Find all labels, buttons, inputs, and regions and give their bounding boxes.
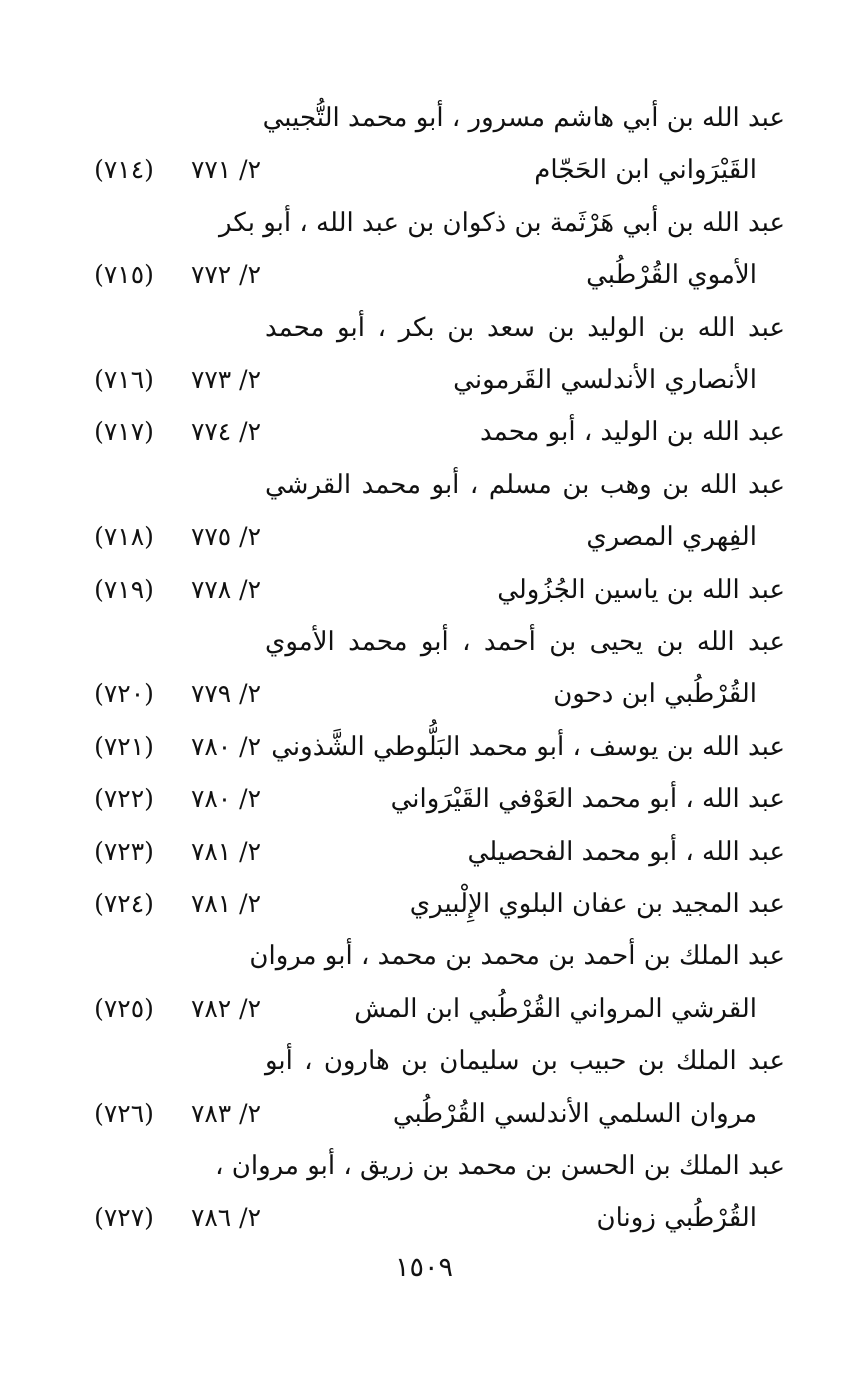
entry-name-continuation: الأنصاري الأندلسي القَرموني: [453, 365, 757, 395]
entry-name-continuation: القَيْرَواني ابن الحَجّام: [534, 155, 757, 186]
entry-volume-page: ٢/ ٧٧٩: [190, 679, 262, 709]
entry-volume-page: ٢/ ٧٨٢: [190, 993, 262, 1023]
entry-name: عبد الملك بن الحسن بن محمد بن زريق ، أبو مروان ،: [215, 1151, 785, 1181]
index-entry-line: [0, 302, 849, 354]
entry-name-continuation: القرشي المرواني القُرْطُبي ابن المش: [354, 993, 757, 1024]
index-entry-line: [0, 1140, 849, 1192]
index-entry-line: [0, 616, 849, 668]
entry-number: (٧٢٠): [94, 679, 154, 709]
index-entry-line: [0, 197, 849, 249]
entry-name: عبد الله بن ياسين الجُزُولي: [497, 574, 785, 605]
index-entry-line: [0, 1192, 849, 1244]
entry-volume-page: ٢/ ٧٧٤: [190, 417, 262, 447]
entry-volume-page: ٢/ ٧٧٢: [190, 260, 262, 290]
entry-name: عبد المجيد بن عفان البلوي الإِلْبيري: [409, 889, 785, 919]
index-entry-line: [0, 92, 849, 144]
entry-number: (٧٢٤): [94, 889, 154, 918]
entry-number: (٧١٤): [94, 155, 154, 185]
entry-number: (٧٢٥): [94, 993, 154, 1023]
entry-volume-page: ٢/ ٧٨٠: [190, 731, 262, 761]
entry-name-continuation: مروان السلمي الأندلسي القُرْطُبي: [392, 1098, 757, 1129]
index-entry-line: [0, 459, 849, 511]
entry-name: عبد الله بن يحيى بن أحمد ، أبو محمد الأموي: [265, 627, 785, 657]
entry-name: عبد الله بن الوليد ، أبو محمد: [480, 417, 785, 448]
entry-name: عبد الملك بن حبيب بن سليمان بن هارون ، أبو: [265, 1046, 785, 1077]
entry-volume-page: ٢/ ٧٨١: [190, 836, 262, 866]
entry-name: عبد الله بن وهب بن مسلم ، أبو محمد القرشي: [265, 469, 785, 500]
entry-name-continuation: الفِهري المصري: [586, 522, 757, 553]
index-entry-line: [0, 721, 849, 773]
index-entry-line: [0, 773, 849, 825]
index-entry-line: [0, 406, 849, 458]
entry-volume-page: ٢/ ٧٧٥: [190, 522, 262, 552]
index-entry-line: [0, 511, 849, 563]
entry-name: عبد الله ، أبو محمد الفحصيلي: [467, 836, 785, 867]
entry-name: عبد الله بن يوسف ، أبو محمد البَلُّوطي الشَّذوني: [271, 731, 785, 762]
index-entry-line: [0, 354, 849, 406]
entry-number: (٧٢٦): [94, 1098, 154, 1128]
entry-name-continuation: الأموي القُرْطُبي: [586, 260, 757, 291]
entry-name: عبد الملك بن أحمد بن محمد بن محمد ، أبو مروان: [249, 941, 785, 972]
entry-number: (٧١٩): [94, 574, 154, 604]
entry-number: (٧١٥): [94, 260, 154, 290]
index-entry-line: [0, 930, 849, 982]
entry-volume-page: ٢/ ٧٨٦: [190, 1203, 262, 1233]
entry-number: (٧٢٧): [94, 1203, 154, 1233]
index-entry-line: [0, 1088, 849, 1140]
index-entry-line: [0, 564, 849, 616]
entry-number: (٧١٧): [94, 417, 154, 447]
index-entry-line: [0, 1035, 849, 1087]
entry-name: عبد الله بن أبي هاشم مسرور ، أبو محمد التُّجيبي: [262, 103, 785, 133]
entry-name: عبد الله بن الوليد بن سعد بن بكر ، أبو محمد: [265, 312, 785, 343]
entry-name: عبد الله بن أبي هَرْثَمة بن ذكوان بن عبد الله ، أبو بكر: [219, 207, 785, 238]
entry-number: (٧٢٢): [94, 784, 154, 814]
page-number: ١٥٠٩: [394, 1252, 453, 1283]
entry-volume-page: ٢/ ٧٧١: [190, 155, 262, 185]
entry-volume-page: ٢/ ٧٨٠: [190, 784, 262, 814]
index-entry-line: [0, 144, 849, 196]
entry-number: (٧١٦): [94, 365, 154, 394]
entry-number: (٧٢١): [94, 731, 154, 761]
entry-volume-page: ٢/ ٧٨٣: [190, 1098, 262, 1128]
index-entry-line: [0, 983, 849, 1035]
entry-number: (٧٢٣): [94, 836, 154, 866]
entry-number: (٧١٨): [94, 522, 154, 552]
entry-volume-page: ٢/ ٧٧٨: [190, 574, 262, 604]
entry-volume-page: ٢/ ٧٨١: [190, 889, 262, 918]
entry-name: عبد الله ، أبو محمد العَوْفي القَيْرَواني: [390, 784, 785, 815]
index-entry-line: [0, 878, 849, 930]
entry-volume-page: ٢/ ٧٧٣: [190, 365, 262, 394]
entry-name-continuation: القُرْطُبي زونان: [596, 1203, 757, 1234]
index-entry-line: [0, 668, 849, 720]
index-entry-line: [0, 249, 849, 301]
index-entry-line: [0, 826, 849, 878]
entry-name-continuation: القُرْطُبي ابن دحون: [553, 679, 757, 710]
